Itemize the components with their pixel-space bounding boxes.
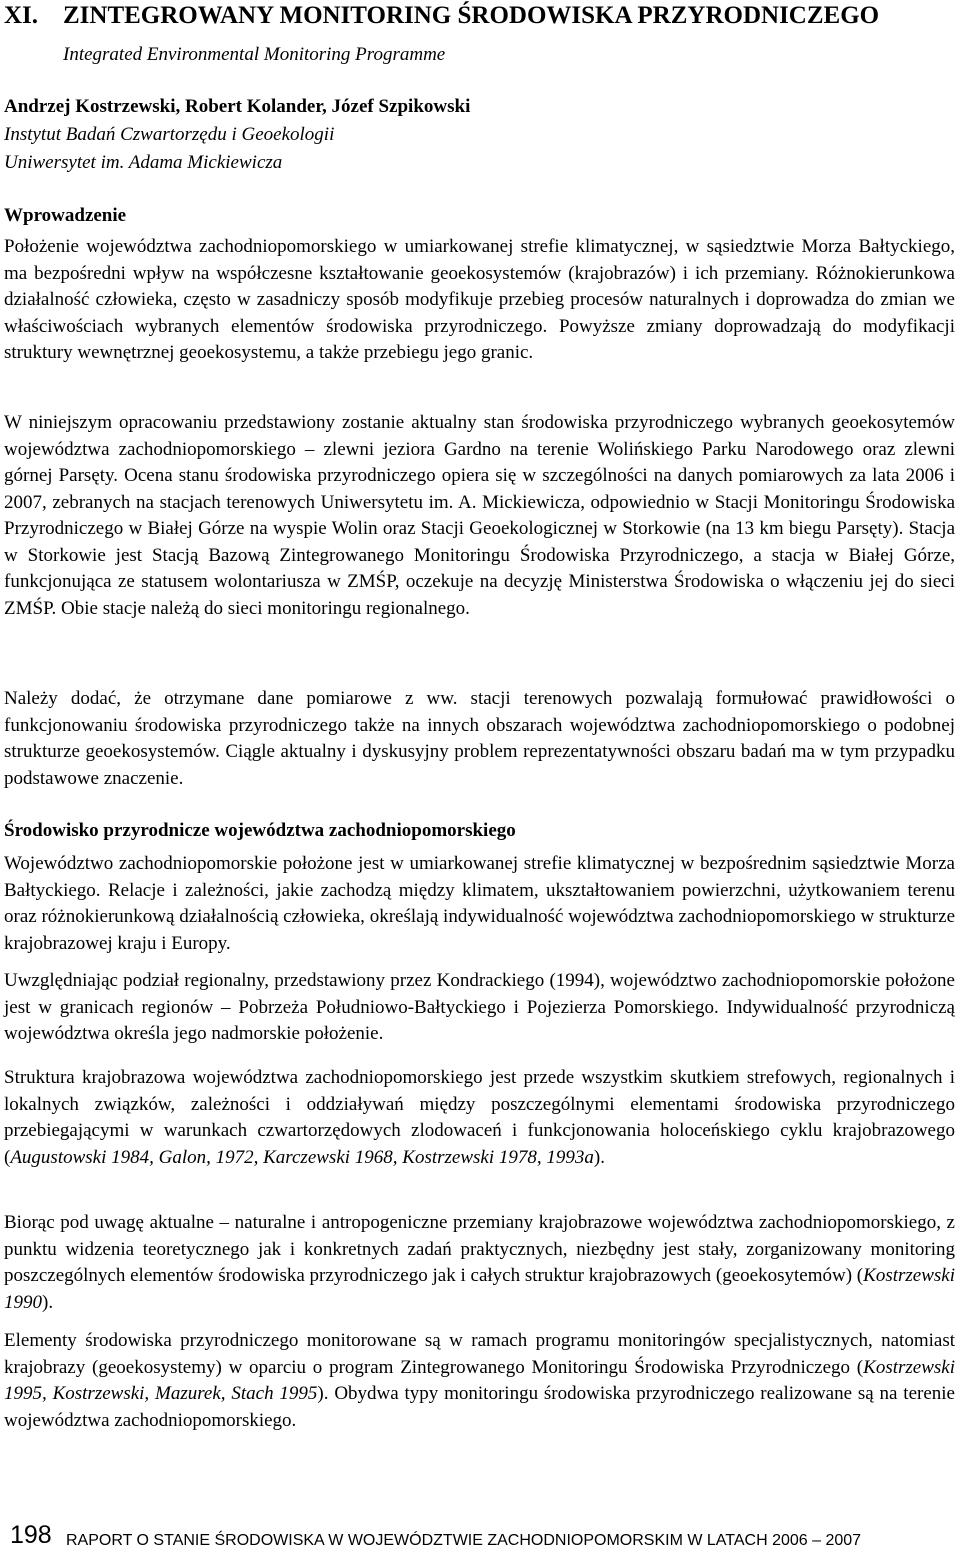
citation: Kostrzewski 1990 xyxy=(4,1265,955,1313)
paragraph-intro-3: Należy dodać, że otrzymane dane pomiarowe z ww. stacji terenowych pozwalają formułować prawidłowości o funkcjonowaniu środowiska przyrodniczego także na innych obszarach województwa zachodniopomorskiego o podobnej strukturze geoekosystemów. Ciągle aktualny i dyskusyjny problem reprezentatywności obszaru badań ma w tym przypadku podstawowe znaczenie. xyxy=(4,688,955,789)
citation: Augustowski 1984, Galon, 1972, Karczewski 1968, Kostrzewski 1978, 1993a xyxy=(10,1146,594,1168)
paragraph-text: Biorąc pod uwagę aktualne – naturalne i antropogeniczne przemiany krajobrazowe województwa zachodniopomorskiego, z punktu widzenia teoretycznego jak i konkretnych zadań praktycznych, niezbędny jest stały, zorganizowany monitoring poszczególnych elementów środowiska przyrodniczego jak i całych struktur krajobrazowych (geoekosytemów) ( xyxy=(4,1212,955,1286)
paragraph-text: Struktura krajobrazowa województwa zachodniopomorskiego jest przede wszystkim skutkiem strefowych, regionalnych i lokalnych związków, zależności i oddziaływań między poszczególnymi elementami środowiska przyrodniczego przebiegającymi w warunkach czwartorzędowych zlodowaceń i funkcjonowania holoceńskiego cyklu krajobrazowego ( xyxy=(4,1067,955,1168)
paragraph-environment-5 xyxy=(4,1328,955,1434)
paragraph-intro-1: Położenie województwa zachodniopomorskiego w umiarkowanej strefie klimatycznej, w sąsiedztwie Morza Bałtyckiego, ma bezpośredni wpływ na współczesne kształtowanie geoekosystemów (krajobrazów) i ich przemiany. Różnokierunkowa działalność człowieka, często w zasadniczy sposób modyfikuje przebieg procesów naturalnych i doprowadza do zmian we właściwościach wybranych elementów środowiska przyrodniczego. Powyższe zmiany doprowadzają do modyfikacji struktury wewnętrznej geoekosystemu, a także przebiegu jego granic. xyxy=(4,236,955,363)
citation: Kostrzewski 1995, Kostrzewski, Mazurek, Stach 1995 xyxy=(4,1356,955,1404)
report-title: RAPORT O STANIE ŚRODOWISKA W WOJEWÓDZTWIE ZACHODNIOPOMORSKIM W LATACH 2006 – 2007 xyxy=(66,1532,862,1549)
paragraph-text: Elementy środowiska przyrodniczego monitorowane są w ramach programu monitoringów specjalistycznych, natomiast krajobrazy (geoekosystemy) w oparciu o program Zintegrowanego Monitoringu Środowiska Przyrodniczego ( xyxy=(4,1330,955,1378)
paragraph-intro-2: W niniejszym opracowaniu przedstawiony zostanie aktualny stan środowiska przyrodniczego wybranych geoekosytemów województwa zachodniopomorskiego – zlewni jeziora Gardno na terenie Wolińskiego Parku Narodowego oraz zlewni górnej Parsęty. Ocena stanu środowiska przyrodniczego opiera się w szczególności na danych pomiarowych za lata 2006 i 2007, zebranych na stacjach terenowych Uniwersytetu im. A. Mickiewicza, odpowiednio w Stacji Monitoringu Środowiska Przyrodniczego w Białej Górze na wyspie Wolin oraz Stacji Geoekologicznej w Storkowie (na 13 km biegu Parsęty). Stacja w Storkowie jest Stacją Bazową Zintegrowanego Monitoringu Środowiska Przyrodniczego, a stacja w Białej Górze, funkcjonująca ze statusem wolontariusza w ZMŚP, oczekuje na decyzję Ministerstwa Środowiska o włączeniu jej do sieci ZMŚP. Obie stacje należą do sieci monitoringu regionalnego. xyxy=(4,412,955,619)
section-heading-introduction: Wprowadzenie xyxy=(4,205,127,226)
chapter-number: XI. xyxy=(4,2,39,29)
page-number: 198 xyxy=(10,1521,52,1549)
section-heading-environment: Środowisko przyrodnicze województwa zachodniopomorskiego xyxy=(4,820,516,841)
affiliation-university: Uniwersytet im. Adama Mickiewicza xyxy=(4,152,283,173)
paragraph-text-end: ). xyxy=(42,1291,54,1313)
paragraph-environment-1: Województwo zachodniopomorskie położone jest w umiarkowanej strefie klimatycznej w bezpośrednim sąsiedztwie Morza Bałtyckiego. Relacje i zależności, jakie zachodzą między klimatem, ukształtowaniem powierzchni, użytkowaniem terenu oraz różnokierunkową działalnością człowieka, określają indywidualność województwa zachodniopomorskiego w strukturze krajobrazowej kraju i Europy. xyxy=(4,853,955,954)
paragraph-environment-4 xyxy=(4,1210,955,1316)
authors: Andrzej Kostrzewski, Robert Kolander, Józef Szpikowski xyxy=(4,96,471,117)
chapter-subtitle: Integrated Environmental Monitoring Programme xyxy=(63,44,446,65)
chapter-title: ZINTEGROWANY MONITORING ŚRODOWISKA PRZYRODNICZEGO xyxy=(63,2,880,29)
paragraph-environment-3 xyxy=(4,1065,955,1171)
paragraph-text-end: ). xyxy=(593,1146,605,1168)
paragraph-environment-2: Uwzględniając podział regionalny, przedstawiony przez Kondrackiego (1994), województwo zachodniopomorskie położone jest w granicach regionów – Pobrzeża Południowo-Bałtyckiego i Pojezierza Pomorskiego. Indywidualność przyrodniczą województwa określa jego nadmorskie położenie. xyxy=(4,970,955,1044)
paragraph-text-end: ). Obydwa typy monitoringu środowiska przyrodniczego realizowane są na terenie województwa zachodniopomorskiego. xyxy=(4,1383,955,1431)
affiliation-institute: Instytut Badań Czwartorzędu i Geoekologii xyxy=(4,124,335,145)
